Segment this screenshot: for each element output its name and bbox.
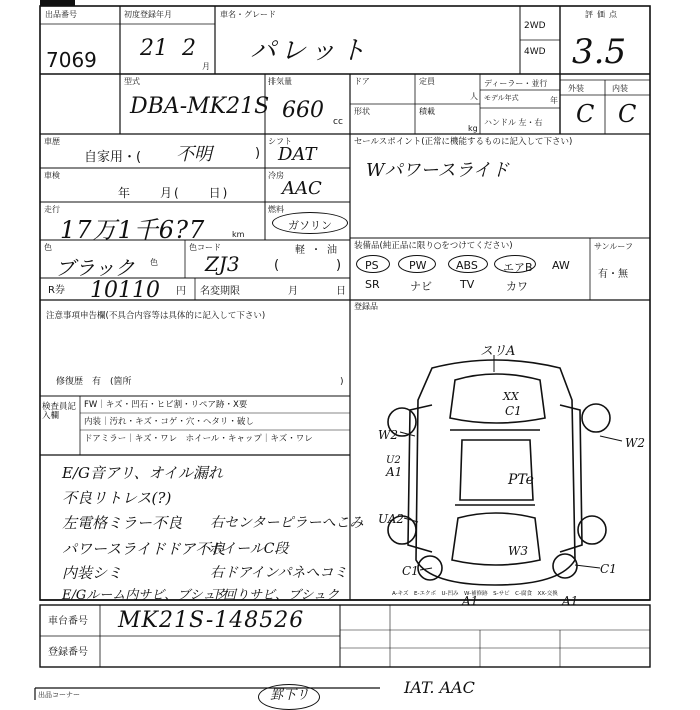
remark-5: パワースライドドア不良 [62,540,226,558]
sales-point-label: セールスポイント(正常に機能するものに記入して下さい) [354,137,573,147]
model-label: 型式 [124,77,140,86]
lot-number: 7069 [46,48,97,72]
month-unit: 月 [202,62,210,71]
fuel-value: ガソリン [288,219,332,232]
check-row-3: ドアミラー｜キズ・ワレ ホイール・キャップ｜キズ・ワレ [84,434,313,444]
registered-label: 登録品 [354,302,378,311]
model-code: DBA-MK21S [130,94,270,119]
sales-point-value: Wパワースライド [366,160,510,181]
inspection-label: 車検 [44,171,60,180]
remark-1: E/G音アリ、オイル漏れ [62,464,223,482]
damage-legend: A-キズ E-エクボ U-凹み W-補修跡 S-サビ C-腐食 XX-交換 [392,591,558,597]
mark-hood-c: C1 [505,404,522,418]
handle-label: ハンドル 左・右 [484,118,543,127]
door-label: ドア [354,77,370,86]
equip-aw: AW [552,259,570,272]
equip-leather: カワ [506,280,528,293]
ac-label: 冷房 [268,171,284,180]
equip-tv: TV [460,278,475,291]
yen-unit: 円 [176,286,186,297]
chassis-label: 車台番号 [48,616,88,627]
equip-ps: PS [365,259,379,272]
color-label: 色 [44,243,52,252]
mark-a1-bottom-right: A1 [562,594,579,608]
notes-label: 注意事項申告欄(不具合内容等は具体的に記入して下さい) [46,311,266,321]
name-change-label: 名変期限 [200,286,240,297]
capacity-label: 定員 [419,77,435,86]
interior-grade: C [618,100,637,128]
interior-label: 内装 [612,84,628,93]
shift-value: DAT [278,144,317,165]
displacement-label: 排気量 [268,77,292,86]
mileage-value: 17万1千6?7 [60,216,206,244]
mileage-label: 走行 [44,205,60,214]
mark-hood-xx: XX [503,390,519,403]
name-change-day: 日 [336,286,346,297]
chassis-value: MK21S-148526 [118,608,305,633]
drive-4wd: 4WD [524,47,546,57]
sunroof-value: 有・無 [598,269,628,280]
color-code-label: 色コード [189,243,221,252]
mark-ua2: UA2 [378,512,405,526]
check-row-1: FW｜キズ・凹石・ヒビ割・リペア跡・X要 [84,400,248,410]
mark-a1-left: A1 [386,465,403,479]
displacement: 660 [282,98,324,123]
mark-w2-left: W2 [378,428,398,442]
recycle-value: 10110 [90,278,160,303]
remark-9: E/Gルーム内サビ、ブシュク [62,588,229,603]
inspector-label: 検査員記入欄 [42,402,77,421]
mark-roof: PTe [508,472,534,488]
corner-label: 出品コーナー [38,691,80,699]
remark-6: ホイールC段 [208,541,289,557]
year-unit: 年 [550,96,558,105]
car-name: パレット [250,36,370,66]
model-year-label: モデル年式 [484,94,519,102]
recycle-label: R券 [48,285,65,296]
sunroof-label: サンルーフ [594,242,633,251]
remark-4: 右センターピラーへこみ [210,515,364,531]
equip-abs: ABS [456,259,478,272]
equip-airbag: エアB [503,261,533,274]
reg-year-label: 初度登録年月 [124,10,172,19]
lot-label: 出品番号 [45,10,77,19]
fuel-label: 燃料 [268,205,284,214]
repair-label: 修復歴 有 (箇所 [56,377,132,387]
remark-3: 左電格ミラー不良 [62,514,183,532]
transport-label: 軽・油 [295,245,343,256]
check-row-2: 内装｜汚れ・キズ・コゲ・穴・ヘタリ・破し [84,417,254,427]
color-code: ZJ3 [205,252,240,276]
color-label-2: 色 [150,258,158,267]
reg-year: 21 [140,36,168,61]
use-value: 自家用・( [84,150,142,165]
mark-c1-left: C1 [402,564,419,578]
car-name-label: 車名・グレード [220,10,276,19]
exterior-grade: C [576,100,595,128]
capacity-unit: 人 [470,92,478,101]
inspection-value: 年 月( 日) [118,186,230,200]
score: 3.5 [572,32,627,72]
remark-8: 右ドアインパネへコミ [210,565,348,581]
ac-value: AAC [282,178,322,199]
mark-top: スリA [480,344,516,359]
remark-10: 下回りサビ、ブシュク [210,588,340,603]
drive-2wd: 2WD [524,21,546,31]
km-unit: km [232,230,245,239]
footer-hw-right: IAT. AAC [404,678,475,697]
equip-sr: SR [365,278,380,291]
mark-a1-bottom-left: A1 [462,594,479,608]
mark-w3: W3 [508,544,528,558]
name-change-month: 月 [288,286,298,297]
use-label: 車歴 [44,137,60,146]
color-value: ブラック [55,256,135,280]
equip-pw: PW [409,259,427,272]
shape-label: 形状 [354,107,370,116]
equipment-label: 装備品(純正品に限り○をつけてください) [354,241,513,251]
mark-w2-right: W2 [625,436,645,450]
use-hw: 不明 [176,144,212,165]
remark-2: 不良リトレス(?) [62,489,172,507]
reg-month: 2 [182,36,196,61]
registration-label: 登録番号 [48,647,88,658]
kg-unit: kg [468,124,478,133]
remark-7: 内装シミ [62,564,123,582]
footer-hw-left: 罫下リ [270,688,310,703]
exterior-label: 外装 [568,84,584,93]
equip-navi: ナビ [410,280,432,293]
load-label: 積載 [419,107,435,116]
mark-u2: U2 [386,455,401,466]
mark-c1-right: C1 [600,562,617,576]
cc-unit: cc [333,117,343,127]
shift-label: シフト [268,137,292,146]
score-label: 評価点 [585,10,621,19]
dealer-label: ディーラー・並行 [484,79,548,88]
